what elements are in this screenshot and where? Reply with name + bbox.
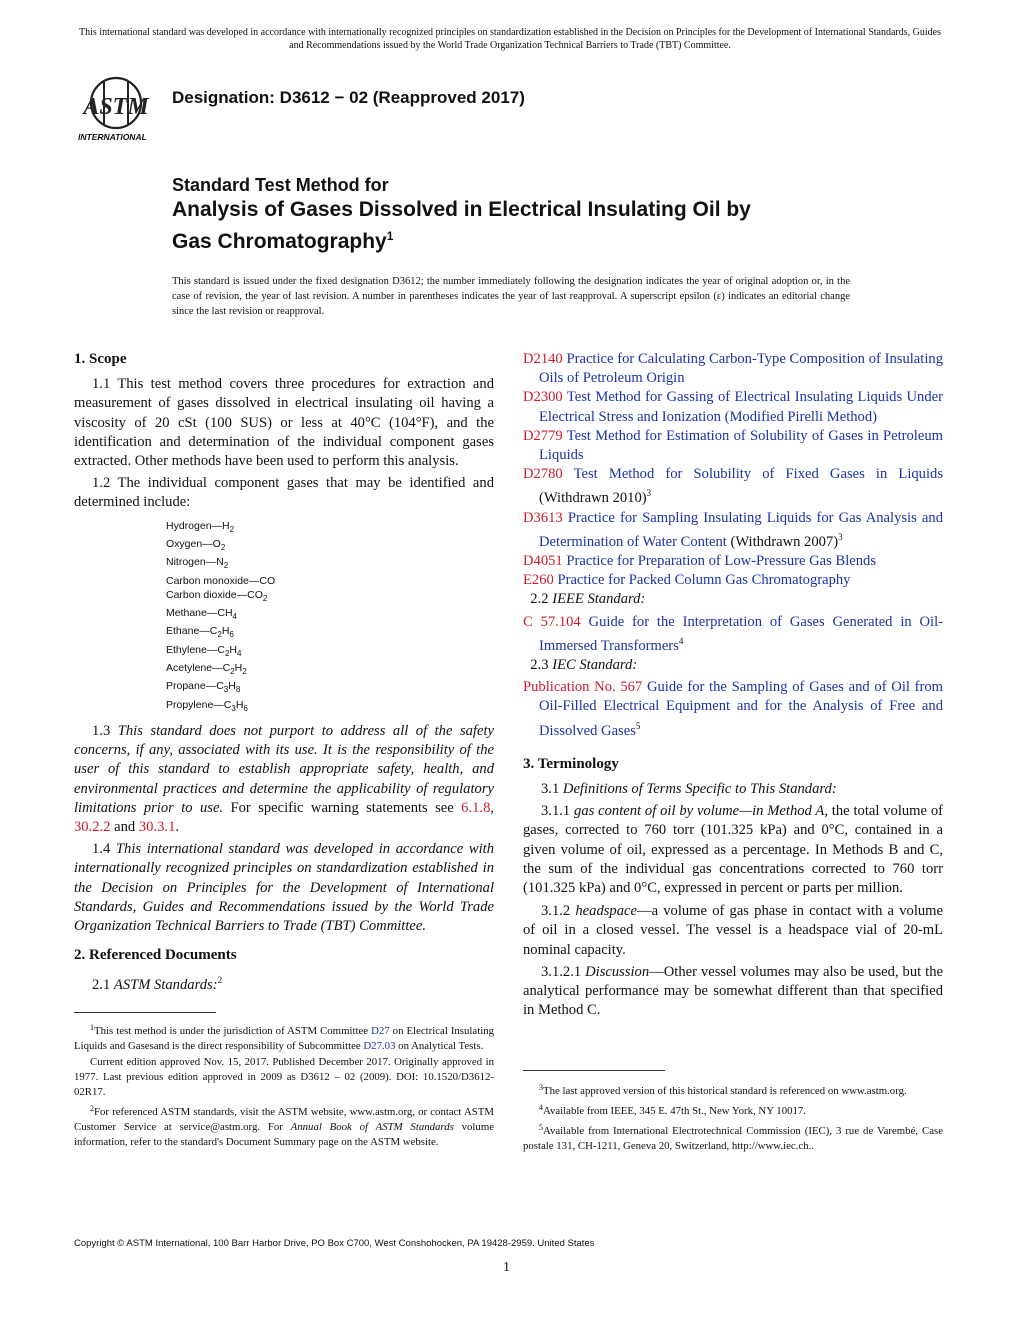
astm-reference-e260 (523, 571, 943, 590)
gas-formula-tail: H (234, 662, 243, 674)
definitions-label: Definitions of Terms Specific to This Standard: (562, 781, 837, 798)
page-number: 1 (503, 1260, 510, 1275)
iec-standard-label: IEC Standard: (552, 657, 638, 674)
footnote-2-italic: Annual Book of ASTM Standards (290, 1121, 454, 1133)
para-2-3-number: 2.3 (530, 657, 549, 674)
document-title (172, 174, 892, 255)
gas-subscript: 2 (242, 667, 247, 676)
gas-list-item (166, 698, 494, 716)
reference-title-link[interactable]: Practice for Calculating Carbon-Type Composition of Insulating Oils of Petroleum Origin (539, 351, 943, 387)
para-2-2 (523, 590, 943, 609)
para-3-1-1-text: the total volume of gases, corrected to 760 torr (101.325 kPa) and 0°C, contained in a given volume of oil, expressed as a percentage. In Methods B and C, the sum of the individual gas concentrations corrected to 760 torr (101.325 kPa) and 0°C, expressed in percent or parts per million. (523, 803, 943, 897)
gas-name: Hydrogen—H (166, 519, 230, 532)
link-30-3-1[interactable]: 30.3.1 (138, 818, 176, 835)
gas-name: Propane—C (166, 680, 224, 693)
reference-code-link[interactable]: D4051 (523, 553, 563, 570)
para-1-3 (74, 722, 494, 837)
footnote-3 (523, 1080, 943, 1099)
para-1-3-end: . (175, 818, 180, 835)
gas-list-item (166, 624, 494, 642)
footnote-1-text-b: on Electrical Insulating Liquids and Gasesand is the direct responsibility of Subcommittee (74, 1025, 494, 1052)
ieee-title-link[interactable]: Guide for the Interpretation of Gases Generated in Oil-Immersed Transformers (539, 613, 944, 654)
footnote-2-text-b: volume information, refer to the standard's Document Summary page on the ASTM website. (74, 1121, 495, 1148)
reference-code-link[interactable]: E260 (523, 572, 554, 589)
para-1-4-number: 1.4 (92, 841, 111, 858)
reference-code-link[interactable]: D2300 (523, 389, 563, 406)
footnote-2-text-a: For referenced ASTM standards, visit the ASTM website, www.astm.org, or contact ASTM Customer Service at service@astm.org. For (74, 1106, 494, 1133)
title-line-1: Standard Test Method for (172, 175, 389, 195)
footnote-4-label: 4 (539, 1103, 543, 1112)
para-3-1-2 (523, 902, 943, 960)
scope-heading: 1. Scope (74, 351, 127, 367)
gas-list-item (166, 643, 494, 661)
gas-subscript: 2 (224, 648, 230, 658)
gas-subscript: 2 (230, 667, 235, 676)
withdrawn-note: (Withdrawn 2007) (726, 533, 839, 550)
astm-logo (74, 76, 162, 146)
footnote-5-mark[interactable]: 5 (635, 720, 641, 731)
gas-name: Acetylene—C (166, 662, 231, 674)
astm-reference-d2300 (523, 388, 943, 426)
gas-list (166, 519, 494, 716)
gas-subscript: 2 (217, 630, 222, 640)
footnote-1-edition: Current edition approved Nov. 15, 2017. Published December 2017. Originally approved in 1977. Last previous edition approved in 2009 as D3612 – 02 (2009). DOI: 10.1520/D3612-02R17. (74, 1056, 494, 1098)
reference-title-link[interactable]: Test Method for Gassing of Electrical Insulating Liquids Under Electrical Stress and Ionization (Modified Pirelli Method) (539, 389, 943, 425)
para-2-3 (523, 656, 943, 675)
reference-code-link[interactable]: D2140 (523, 351, 563, 367)
gas-list-item (166, 606, 494, 624)
para-3-1-2-1-number: 3.1.2.1 (541, 963, 582, 980)
gas-name: Methane—CH (166, 607, 233, 620)
reference-title-link[interactable]: Test Method for Solubility of Fixed Gases in Liquids (573, 466, 943, 483)
withdrawn-note: (Withdrawn 2010) (539, 490, 647, 507)
footnote-5 (523, 1120, 943, 1154)
reference-title-link[interactable]: Practice for Preparation of Low-Pressure Gas Blends (566, 553, 877, 570)
para-1-4-italic: This international standard was developed in accordance with internationally recognized principles on standardization established in the Decision on Principles for the Development of International Standards, Guides and Recommendations issued by the World Trade Organization Technical Barriers to Trade (TBT) Committee. (74, 841, 495, 934)
gas-formula-tail: H (228, 680, 236, 693)
para-3-1-2-1-text: —Other vessel volumes may also be used, but the analytical performance may be somewhat different than that specified in Method C. (523, 963, 943, 1019)
astm-reference-list (523, 350, 943, 590)
para-1-4 (74, 840, 494, 936)
footnote-4-text: Available from IEEE, 345 E. 47th St., New York, NY 10017. (543, 1105, 806, 1117)
gas-subscript: 2 (223, 561, 229, 571)
gas-list-item (166, 574, 494, 588)
gas-name: Ethane—C (166, 625, 218, 638)
iec-reference (523, 678, 943, 741)
left-column (74, 350, 494, 999)
iec-title-link[interactable]: Guide for the Sampling of Gases and of Oil from Oil-Filled Electrical Equipment and for the Analysis of Free and Dissolved Gases (539, 679, 943, 739)
gas-name: Nitrogen—N (166, 556, 224, 569)
para-1-3-number: 1.3 (92, 722, 111, 739)
gas-list-item (166, 679, 494, 697)
astm-reference-d2780 (523, 465, 943, 508)
title-line-3-text: Gas Chromatography (172, 230, 387, 253)
copyright-notice: Copyright © ASTM International, 100 Barr Harbor Drive, PO Box C700, West Conshohocken, PA 19428-2959. United States (74, 1238, 595, 1249)
gas-formula-tail: H (229, 643, 237, 656)
gas-name: Carbon dioxide—CO (166, 588, 263, 601)
gas-subscript: 8 (235, 685, 241, 695)
ieee-code-link[interactable]: C 57.104 (523, 613, 581, 630)
title-footnote-mark[interactable]: 1 (386, 229, 394, 243)
gas-list-item (166, 555, 494, 573)
term-discussion: Discussion (585, 963, 650, 980)
astm-reference-d3613 (523, 509, 943, 552)
gas-subscript: 3 (223, 685, 229, 695)
gas-name: Ethylene—C (166, 643, 225, 656)
link-6-1-8[interactable]: 6.1.8 (461, 799, 491, 816)
gas-name: Carbon monoxide—CO (166, 574, 276, 587)
para-3-1-number: 3.1 (541, 781, 560, 798)
para-3-1-1-number: 3.1.1 (541, 803, 571, 820)
para-3-1-1 (523, 802, 943, 898)
title-line-3 (172, 223, 892, 255)
para-1-3-tail: For specific warning statements see (230, 799, 454, 816)
title-line-2: Analysis of Gases Dissolved in Electrical Insulating Oil by (172, 198, 751, 221)
footnote-2 (74, 1101, 494, 1150)
reference-title-link[interactable]: Test Method for Estimation of Solubility of Gases in Petroleum Liquids (539, 427, 943, 464)
gas-name: Oxygen—O (166, 537, 221, 550)
logo-subtitle: INTERNATIONAL (78, 132, 147, 142)
designation: Designation: D3612 − 02 (Reapproved 2017) (172, 88, 525, 107)
gas-list-item (166, 519, 494, 537)
para-1-2: 1.2 The individual component gases that may be identified and determined include: (74, 475, 494, 511)
gas-list-item (166, 588, 494, 606)
para-3-1-2-text: —a volume of gas phase in contact with a volume of oil in a closed vessel. The vessel is a headspace vial of 20-mL nominal capacity. (523, 903, 943, 958)
gas-subscript: 2 (229, 524, 235, 534)
footnote-divider-left (74, 1012, 216, 1013)
gas-subscript: 4 (232, 612, 237, 622)
right-column (523, 350, 943, 1024)
gas-list-item (166, 661, 494, 679)
footnote-3-text: The last approved version of this historical standard is referenced on www.astm.org. (543, 1085, 907, 1097)
footnote-3-label: 3 (539, 1083, 543, 1092)
link-subcommittee-d27-03[interactable]: D27.03 (363, 1040, 396, 1052)
gas-subscript: 2 (220, 542, 226, 552)
link-30-2-2[interactable]: 30.2.2 (74, 818, 111, 835)
astm-reference-d2140 (523, 350, 943, 388)
astm-reference-d2779 (523, 427, 943, 465)
footnote-1-text-a: This test method is under the jurisdiction of ASTM Committee (94, 1025, 369, 1037)
footnote-2-label: 2 (90, 1104, 94, 1113)
footnote-divider-right (523, 1070, 665, 1071)
term-headspace: headspace (575, 903, 637, 920)
reference-title-link[interactable]: Practice for Packed Column Gas Chromatography (557, 572, 851, 589)
gas-subscript: 6 (229, 630, 234, 640)
footnote-5-text: Available from International Electrotechnical Commission (IEC), 3 rue de Varembé, Case postale 131, CH-1211, Geneva 20, Switzerland, http://www.iec.ch.. (523, 1125, 943, 1152)
gas-name: Propylene—C (166, 698, 232, 711)
footnote-1-text-c: on Analytical Tests. (398, 1040, 484, 1052)
para-2-1-number: 2.1 (92, 977, 111, 994)
gas-list-item (166, 537, 494, 555)
reference-code-link[interactable]: D3613 (523, 509, 563, 526)
para-2-2-number: 2.2 (530, 591, 549, 608)
gas-formula-tail: H (235, 698, 244, 711)
astm-reference-d4051 (523, 552, 943, 571)
link-committee-d27[interactable]: D27 (371, 1025, 390, 1037)
para-3-1 (523, 780, 943, 799)
para-1-3-and: and (114, 818, 136, 835)
term-gas-content: gas content of oil by volume—in Method A, (574, 803, 828, 820)
gas-subscript: 3 (231, 703, 236, 713)
gas-subscript: 6 (243, 703, 248, 713)
gas-formula-tail: H (221, 625, 230, 638)
reference-code-link[interactable]: D2779 (523, 427, 563, 444)
para-2-1 (74, 971, 494, 995)
footnote-3-mark[interactable]: 3 (838, 531, 843, 542)
footnote-4-mark[interactable]: 4 (678, 635, 684, 646)
footnote-1 (74, 1020, 494, 1054)
issue-note: This standard is issued under the fixed designation D3612; the number immediately following the designation indicates the year of original adoption or, in the case of revision, the year of last revision. A number in parentheses indicates the year of last reapproval. A superscript epsilon (ε) indicates an editorial change since the last revision or reapproval. (172, 276, 850, 317)
gas-subscript: 2 (262, 593, 268, 603)
astm-logo-letters: ASTM (83, 94, 149, 120)
footnote-2-mark[interactable]: 2 (217, 975, 223, 986)
referenced-documents-heading: 2. Referenced Documents (74, 947, 237, 964)
para-3-1-2-number: 3.1.2 (541, 903, 571, 920)
footnotes-right (523, 1080, 943, 1155)
para-3-1-2-1 (523, 963, 943, 1021)
astm-standards-label: ASTM Standards: (113, 977, 218, 994)
reference-title-link[interactable]: Practice for Sampling Insulating Liquids for Gas Analysis and Determination of Water Content (539, 509, 943, 550)
footnote-4 (523, 1100, 943, 1119)
ieee-reference (523, 613, 943, 656)
para-1-1: 1.1 This test method covers three procedures for extraction and measurement of gases dissolved in electrical insulating oil having a viscosity of 20 cSt (100 SUS) or less at 40°C (104°F), and the identification and determination of the individual component gases extracted. Other methods have been used to perform this analysis. (74, 376, 494, 470)
para-1-3-italic: This standard does not purport to address all of the safety concerns, if any, associated with its use. It is the responsibility of the user of this standard to establish appropriate safety, health, and environmental practices and determine the applicability of regulatory limitations prior to use. (74, 722, 494, 816)
para-1-3-comma: , (490, 799, 495, 816)
international-standard-notice: This international standard was developed in accordance with internationally recognized principles on standardization established in the Decision on Principles for the Development of International Standards, Guides and Recommendations issued by the World Trade Organization Technical Barriers to Trade (TBT) Committee. (79, 27, 941, 51)
reference-code-link[interactable]: D2780 (523, 466, 563, 483)
footnote-5-label: 5 (539, 1123, 543, 1132)
iec-code-link[interactable]: Publication No. 567 (523, 679, 643, 696)
ieee-standard-label: IEEE Standard: (552, 591, 646, 608)
footnotes-left (74, 1020, 494, 1151)
footnote-3-mark[interactable]: 3 (646, 488, 652, 499)
footnote-1-mark: 1 (90, 1023, 94, 1032)
terminology-heading: 3. Terminology (523, 755, 619, 772)
gas-subscript: 4 (237, 648, 242, 658)
